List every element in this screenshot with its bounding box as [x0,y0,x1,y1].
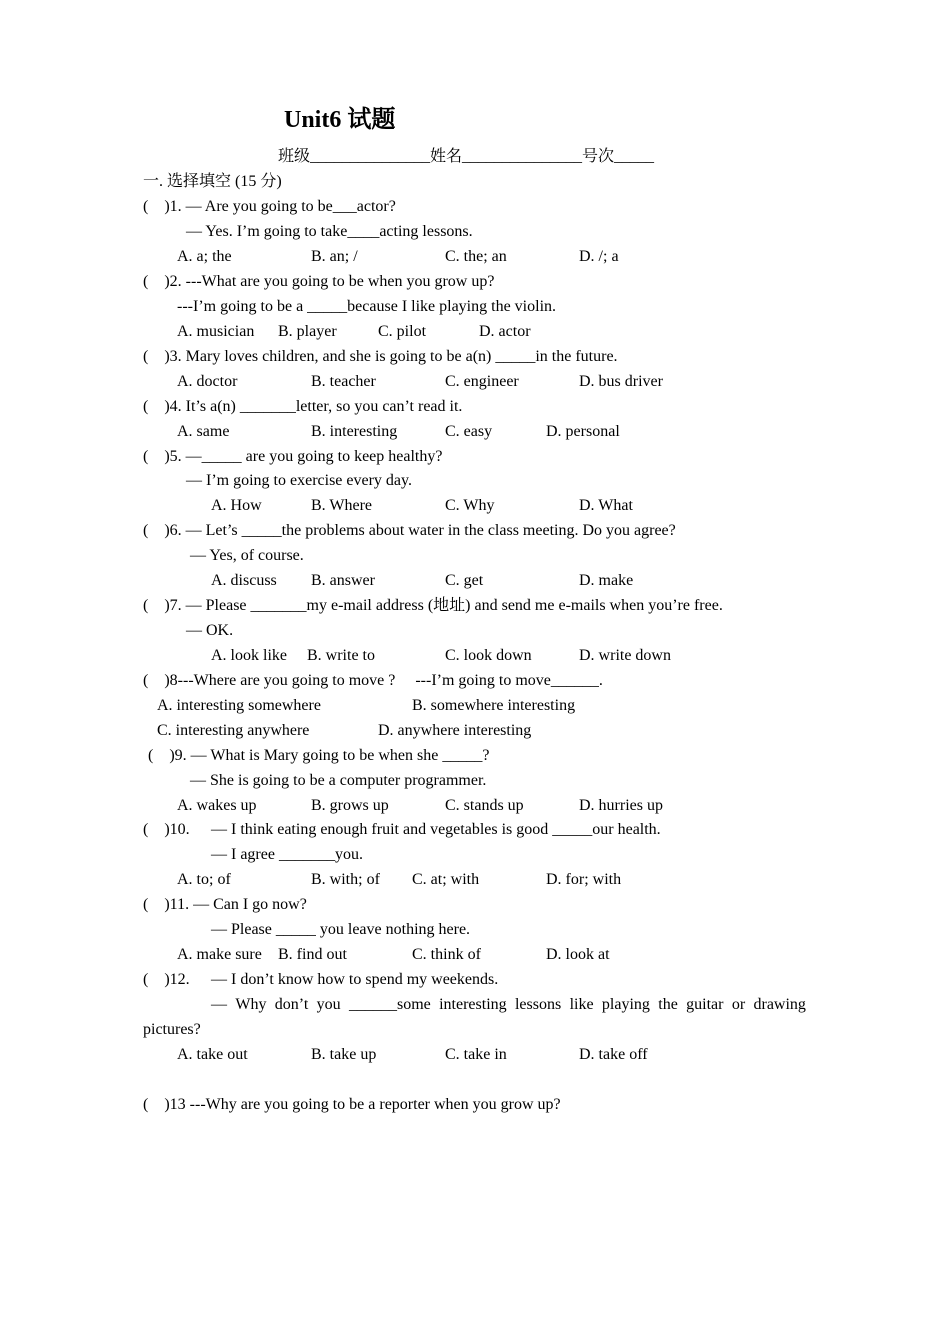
q2-option-d: D. actor [479,323,531,340]
q12-word: — [211,996,227,1013]
q6-stem: ( )6. — Let’s _____the problems about water in the class meeting. Do you agree? [143,522,676,539]
q12-word: you [316,996,341,1013]
q7-option-b: B. write to [307,647,375,664]
q6-option-b: B. answer [311,572,375,589]
q5-option-d: D. What [579,497,633,514]
q12-word: ______some [348,996,431,1013]
q11-option-c: C. think of [412,946,481,963]
q6-option-d: D. make [579,572,634,589]
q8-option-a: A. interesting somewhere [157,697,321,714]
q1-option-b: B. an; / [311,248,358,265]
q9-stem: ( )9. — What is Mary going to be when she _____? [148,747,490,764]
q1-line2: — Yes. I’m going to take____acting lessons. [186,223,473,240]
q11-option-a: A. make sure [177,946,262,963]
q1-option-a: A. a; the [177,248,232,265]
q2-line2: ---I’m going to be a _____because I like playing the violin. [177,298,557,315]
q2-option-b: B. player [278,323,337,340]
q7-option-a: A. look like [211,647,287,664]
q12-word: Why [235,996,267,1013]
q11-stem: ( )11. — Can I go now? [143,896,307,913]
q5-stem: ( )5. —_____ are you going to keep healthy? [143,448,443,465]
q10-stem: ( )10. [143,821,190,838]
q8-option-c: C. interesting anywhere [157,722,310,739]
q9-option-d: D. hurries up [579,797,663,814]
q1-option-c: C. the; an [445,248,507,265]
q10-option-b: B. with; of [311,871,380,888]
q5-option-c: C. Why [445,497,495,514]
q8-option-b: B. somewhere interesting [412,697,576,714]
q12-word: guitar [686,996,724,1013]
q10-option-c: C. at; with [412,871,480,888]
page-title: Unit6 试题 [284,107,396,133]
q10-option-d: D. for; with [546,871,622,888]
q7-line2: — OK. [186,622,234,639]
q3-option-b: B. teacher [311,373,376,390]
q3-stem: ( )3. Mary loves children, and she is going to be a(n) _____in the future. [143,348,618,365]
q12-word: don’t [274,996,309,1013]
q3-option-d: D. bus driver [579,373,663,390]
q12-line3: pictures? [143,1021,201,1038]
q6-line2: — Yes, of course. [190,547,304,564]
q11-line2: — Please _____ you leave nothing here. [211,921,471,938]
q4-option-a: A. same [177,423,230,440]
q12-word: the [658,996,678,1013]
header-line: 班级_______________姓名_______________号次_____ [278,148,655,165]
q10-line2: — I agree _______you. [211,846,363,863]
q5-option-b: B. Where [311,497,373,514]
q1-option-d: D. /; a [579,248,619,265]
q12-word: or [731,996,746,1013]
q5-option-a: A. How [211,497,262,514]
q9-option-b: B. grows up [311,797,389,814]
q12-word: interesting [439,996,507,1013]
q9-line2: — She is going to be a computer programmer. [190,772,487,789]
q6-option-a: A. discuss [211,572,277,589]
q10-option-a: A. to; of [177,871,231,888]
q8-stem: ( )8---Where are you going to move ? ---I’m going to move______. [143,672,603,689]
q12-word: playing [601,996,650,1013]
q11-option-b: B. find out [278,946,347,963]
q13-stem: ( )13 ---Why are you going to be a reporter when you grow up? [143,1096,561,1113]
q4-option-b: B. interesting [311,423,398,440]
q11-option-d: D. look at [546,946,610,963]
q9-option-c: C. stands up [445,797,524,814]
q4-stem: ( )4. It’s a(n) _______letter, so you can’t read it. [143,398,463,415]
q7-option-c: C. look down [445,647,532,664]
q12-option-a: A. take out [177,1046,248,1063]
q4-option-c: C. easy [445,423,493,440]
q8-option-d: D. anywhere interesting [378,722,532,739]
q3-option-a: A. doctor [177,373,238,390]
q9-option-a: A. wakes up [177,797,257,814]
q12-word: drawing [753,996,806,1013]
q12-option-d: D. take off [579,1046,648,1063]
q3-option-c: C. engineer [445,373,519,390]
q1-stem: ( )1. — Are you going to be___actor? [143,198,396,215]
q12-stem: ( )12. [143,971,190,988]
q12-option-c: C. take in [445,1046,507,1063]
q2-option-c: C. pilot [378,323,427,340]
q7-option-d: D. write down [579,647,671,664]
q2-option-a: A. musician [177,323,255,340]
q12-line1: — I don’t know how to spend my weekends. [211,971,499,988]
q7-stem: ( )7. — Please _______my e-mail address (地址) and send me e-mails when you’re free. [143,597,723,614]
q10-line1: — I think eating enough fruit and vegetables is good _____our health. [211,821,661,838]
q12-word: lessons [514,996,562,1013]
section-heading: 一. 选择填空 (15 分) [143,173,282,190]
q12-option-b: B. take up [311,1046,377,1063]
q4-option-d: D. personal [546,423,620,440]
q12-word: like [569,996,594,1013]
q2-stem: ( )2. ---What are you going to be when you grow up? [143,273,495,290]
q5-line2: — I’m going to exercise every day. [186,472,412,489]
q6-option-c: C. get [445,572,484,589]
q12-line2 [211,995,806,1015]
